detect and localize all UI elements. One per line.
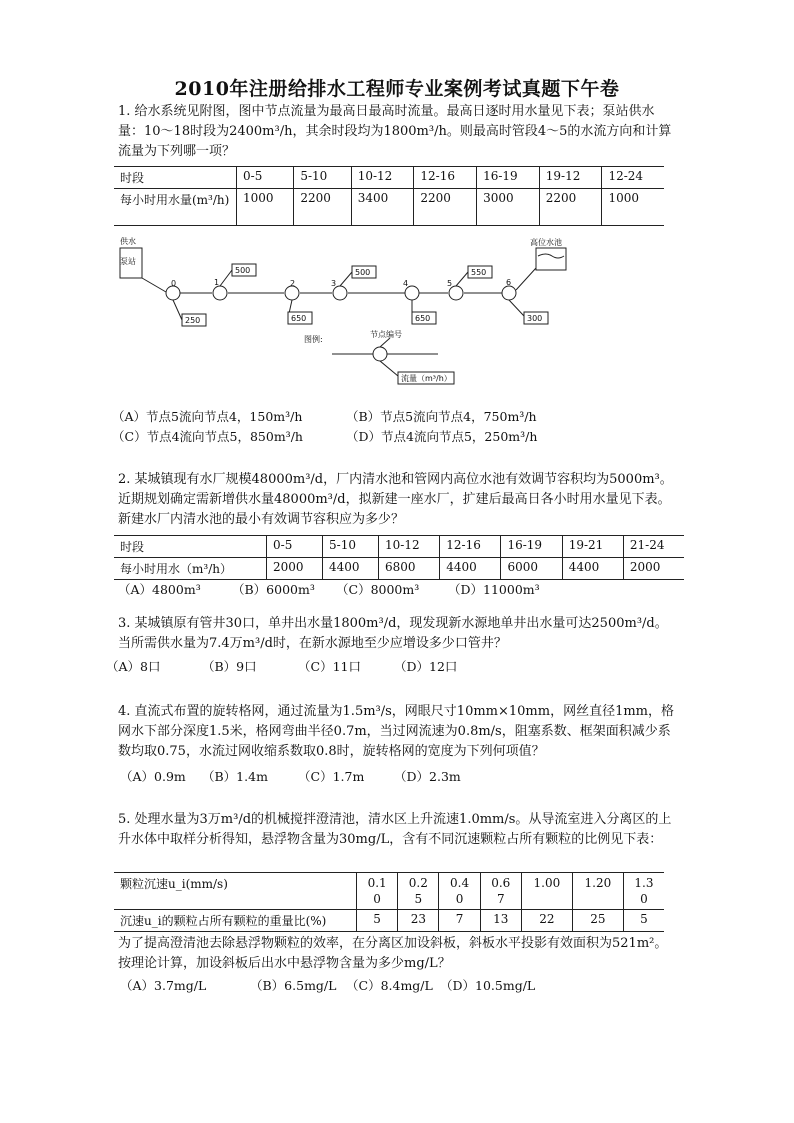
node-label: 5 <box>447 279 453 288</box>
node-label: 3 <box>331 279 337 288</box>
flow-label: 650 <box>415 314 431 323</box>
table-cell: 3400 <box>351 189 414 226</box>
table-cell: 12-24 <box>602 167 664 189</box>
node-label: 1 <box>214 278 220 287</box>
option-b: （B）1.4m <box>202 769 268 784</box>
pump-label-2: 泵站 <box>120 257 136 266</box>
option-a: （A）节点5流向节点4，150m³/h <box>112 409 303 424</box>
table-cell: 颗粒沉速u_i(mm/s) <box>114 873 357 910</box>
option-c: （C）8000m³ <box>336 582 420 597</box>
node-0 <box>166 286 180 300</box>
node-label: 0 <box>171 279 177 288</box>
table-cell: 沉速u_i的颗粒占所有颗粒的重量比(%) <box>114 910 357 932</box>
table-cell: 7 <box>439 910 480 932</box>
table-cell: 1000 <box>237 189 294 226</box>
pipe-network-diagram <box>118 236 588 390</box>
question-5-text: 5. 处理水量为3万m³/d的机械搅拌澄清池，清水区上升流速1.0mm/s。从导流室进入分离区的上升水体中取样分析得知，悬浮物含量为30mg/L，含有不同沉速颗粒占所有颗粒的比例见下表： <box>118 812 672 847</box>
question-2-text: 2. 某城镇现有水厂规模48000m³/d，厂内清水池和管网内高位水池有效调节容积均为5000m³。近期规划确定需新增供水量48000m³/d，拟新建一座水厂，扩建后最高日各小时用水量见下表。新建水厂内清水池的最小有效调节容积应为多少？ <box>118 472 673 527</box>
table-cell: 1.3 0 <box>623 873 664 910</box>
question-5-text-2: 为了提高澄清池去除悬浮物颗粒的效率，在分离区加设斜板，斜板水平投影有效面积为521m²。按理论计算，加设斜板后出水中悬浮物含量为多少mg/L？ <box>118 936 668 971</box>
table-cell: 16-19 <box>477 167 540 189</box>
table-cell: 0.1 0 <box>357 873 398 910</box>
table-cell: 每小时用水（m³/h） <box>114 558 267 580</box>
node-label: 4 <box>403 279 409 288</box>
option-c: （C）1.7m <box>298 769 365 784</box>
table-cell: 0-5 <box>237 167 294 189</box>
flow-label: 500 <box>235 266 251 275</box>
table-cell: 4400 <box>440 558 501 580</box>
table-cell: 5 <box>357 910 398 932</box>
table-cell: 2000 <box>623 558 684 580</box>
question-1-table <box>114 166 664 226</box>
option-b: （B）6000m³ <box>232 582 315 597</box>
node-3 <box>333 286 347 300</box>
table-row <box>114 558 684 580</box>
table-cell: 5 <box>623 910 664 932</box>
option-b: （B）6.5mg/L <box>250 978 337 993</box>
option-a: （A）3.7mg/L <box>120 978 207 993</box>
flow-label: 250 <box>185 316 201 325</box>
node-5 <box>449 286 463 300</box>
pump-label: 供水 <box>120 237 136 246</box>
table-cell: 10-12 <box>379 536 440 558</box>
option-d: （D）2.3m <box>394 769 461 784</box>
table-row <box>114 167 664 189</box>
table-cell: 2000 <box>267 558 323 580</box>
table-cell: 21-24 <box>623 536 684 558</box>
table-cell: 5-10 <box>294 167 351 189</box>
option-d: （D）11000m³ <box>448 582 540 597</box>
table-cell: 0.6 7 <box>480 873 521 910</box>
table-row <box>114 189 664 226</box>
table-row <box>114 536 684 558</box>
node-label: 2 <box>290 279 296 288</box>
table-cell: 12-16 <box>440 536 501 558</box>
table-cell: 4400 <box>562 558 623 580</box>
question-5-table <box>114 872 664 932</box>
table-cell: 每小时用水量(m³/h) <box>114 189 237 226</box>
table-cell: 0.2 5 <box>398 873 439 910</box>
node-4 <box>405 286 419 300</box>
table-cell: 0.4 0 <box>439 873 480 910</box>
table-cell: 19-21 <box>562 536 623 558</box>
question-4-text: 4. 直流式布置的旋转格网，通过流量为1.5m³/s，网眼尺寸10mm×10mm，网丝直径1mm，格网水下部分深度1.5米，格网弯曲半径0.7m，当过网流速为0.8m/s，阻塞系数、框架面积减少系数均取0.75，水流过网收缩系数取0.8时，旋转格网的宽度为下列何项值？ <box>118 704 675 759</box>
table-cell: 2200 <box>539 189 602 226</box>
table-cell: 1.20 <box>572 873 623 910</box>
table-cell: 3000 <box>477 189 540 226</box>
node-2 <box>285 286 299 300</box>
option-d: （D）10.5mg/L <box>440 978 536 993</box>
node-1 <box>213 286 227 300</box>
table-cell: 16-19 <box>501 536 562 558</box>
table-row <box>114 910 664 932</box>
high-tank-icon <box>536 248 566 270</box>
legend-flow-label: 流量（m³/h） <box>401 374 452 383</box>
table-cell: 2200 <box>294 189 351 226</box>
table-cell: 1000 <box>602 189 664 226</box>
option-a: （A）4800m³ <box>118 582 201 597</box>
question-2-table <box>114 535 684 580</box>
table-cell: 6000 <box>501 558 562 580</box>
option-d: （D）12口 <box>394 659 458 674</box>
legend-node-label: 节点编号 <box>370 330 402 339</box>
table-cell: 时段 <box>114 167 237 189</box>
table-row <box>114 873 664 910</box>
document-title: 2010年注册给排水工程师专业案例考试真题下午卷 <box>174 78 620 100</box>
question-3-text: 3. 某城镇原有管井30口，单井出水量1800m³/d，现发现新水源地单井出水量可达2500m³/d。当所需供水量为7.4万m³/d时，在新水源地至少应增设多少口管井？ <box>118 616 668 651</box>
table-cell: 12-16 <box>414 167 477 189</box>
table-cell: 0-5 <box>267 536 323 558</box>
table-cell: 10-12 <box>351 167 414 189</box>
question-1-text: 1. 给水系统见附图，图中节点流量为最高日最高时流量。最高日逐时用水量见下表；泵站供水量：10～18时段为2400m³/h，其余时段均为1800m³/h。则最高时管段4～5的水流方向和计算流量为下列哪一项？ <box>118 104 672 159</box>
flow-label: 300 <box>527 314 543 323</box>
table-cell: 2200 <box>414 189 477 226</box>
table-cell: 22 <box>521 910 572 932</box>
node-label: 6 <box>506 278 512 287</box>
tank-label: 高位水池 <box>530 238 562 247</box>
flow-label: 650 <box>291 314 307 323</box>
option-c: （C）节点4流向节点5，850m³/h <box>112 429 303 444</box>
table-cell: 23 <box>398 910 439 932</box>
node-6 <box>502 286 516 300</box>
legend-title: 图例: <box>304 335 323 344</box>
option-a: （A）8口 <box>106 659 161 674</box>
table-cell: 19-12 <box>539 167 602 189</box>
option-c: （C）8.4mg/L <box>346 978 433 993</box>
table-cell: 1.00 <box>521 873 572 910</box>
flow-label: 500 <box>355 268 371 277</box>
flow-label: 550 <box>471 268 487 277</box>
option-a: （A）0.9m <box>120 769 186 784</box>
table-cell: 5-10 <box>323 536 379 558</box>
table-cell: 13 <box>480 910 521 932</box>
table-cell: 时段 <box>114 536 267 558</box>
table-cell: 4400 <box>323 558 379 580</box>
table-cell: 25 <box>572 910 623 932</box>
option-d: （D）节点4流向节点5，250m³/h <box>346 429 538 444</box>
table-cell: 6800 <box>379 558 440 580</box>
option-c: （C）11口 <box>298 659 361 674</box>
option-b: （B）节点5流向节点4，750m³/h <box>346 409 537 424</box>
option-b: （B）9口 <box>202 659 257 674</box>
